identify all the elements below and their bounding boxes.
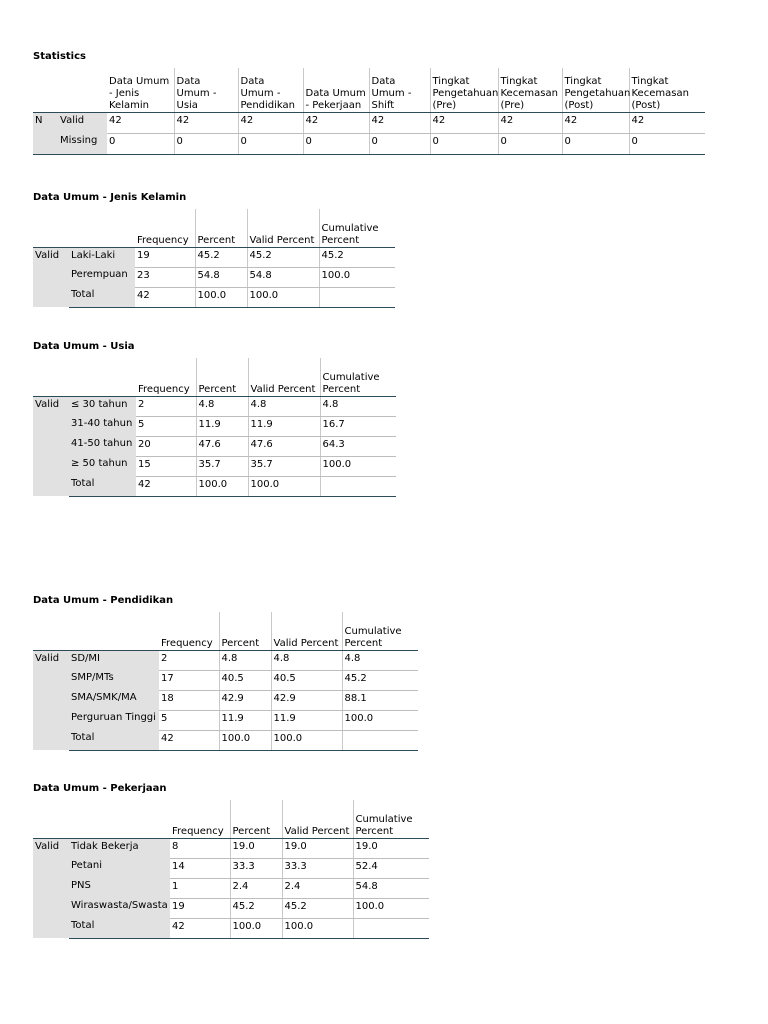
- row-label: Total: [69, 730, 159, 750]
- column-header: Data Umum - Pendidikan: [238, 68, 303, 112]
- table-cell: 4.8: [196, 396, 248, 416]
- table-cell: 100.0: [320, 456, 396, 476]
- row-label: Petani: [69, 858, 170, 878]
- row-group-label: Valid: [33, 838, 69, 938]
- table-cell: 42: [430, 112, 498, 133]
- row-group-label: Valid: [33, 396, 69, 496]
- table-cell: 8: [170, 838, 230, 858]
- table-cell: 11.9: [219, 710, 271, 730]
- table-cell: 47.6: [196, 436, 248, 456]
- frequency-section-jenis-kelamin: [33, 191, 395, 308]
- table-cell: 19.0: [230, 838, 282, 858]
- table-cell: 2.4: [282, 878, 353, 898]
- table-cell: 88.1: [342, 690, 418, 710]
- column-header: Percent: [219, 612, 271, 650]
- corner-cell: [69, 800, 170, 838]
- table-row: [33, 670, 418, 690]
- column-header: Tingkat Kecemasan (Pre): [498, 68, 562, 112]
- row-label: Missing: [58, 133, 107, 154]
- table-row: [33, 918, 429, 938]
- table-cell: 0: [562, 133, 629, 154]
- corner-cell: [33, 800, 69, 838]
- corner-cell: [33, 209, 69, 247]
- row-label: Perempuan: [69, 267, 135, 287]
- table-cell: 2.4: [230, 878, 282, 898]
- row-label: ≤ 30 tahun: [69, 396, 136, 416]
- table-cell: 45.2: [247, 247, 319, 267]
- table-cell: 42: [170, 918, 230, 938]
- table-cell: 45.2: [319, 247, 395, 267]
- corner-cell: [69, 358, 136, 396]
- corner-cell: [58, 68, 107, 112]
- table-cell: 2: [136, 396, 196, 416]
- row-group-label: N: [33, 112, 58, 154]
- table-row: [33, 898, 429, 918]
- table-cell: 42: [369, 112, 430, 133]
- table-cell: 4.8: [342, 650, 418, 670]
- table-cell: 18: [159, 690, 219, 710]
- table-cell: 33.3: [282, 858, 353, 878]
- table-cell: 47.6: [248, 436, 320, 456]
- table-row: [33, 690, 418, 710]
- table-cell: 20: [136, 436, 196, 456]
- table-cell: 42: [159, 730, 219, 750]
- row-label: SD/MI: [69, 650, 159, 670]
- table-cell: 0: [238, 133, 303, 154]
- table-row: [33, 650, 418, 670]
- table-cell: 45.2: [282, 898, 353, 918]
- row-label: Total: [69, 476, 136, 496]
- table-cell: 19.0: [353, 838, 429, 858]
- table-cell: 4.8: [248, 396, 320, 416]
- table-cell: 100.0: [248, 476, 320, 496]
- table-cell: 0: [303, 133, 369, 154]
- table-cell: 42: [107, 112, 174, 133]
- table-row: [33, 133, 705, 154]
- corner-cell: [33, 68, 58, 112]
- table-row: [33, 267, 395, 287]
- corner-cell: [69, 209, 135, 247]
- table-cell: 19: [135, 247, 195, 267]
- table-cell: 100.0: [230, 918, 282, 938]
- table-cell: 45.2: [342, 670, 418, 690]
- table-row: [33, 436, 396, 456]
- column-header: Percent: [195, 209, 247, 247]
- table-row: [33, 858, 429, 878]
- table-row: [33, 112, 705, 133]
- frequency-table-title: Data Umum - Pendidikan: [33, 595, 174, 606]
- table-cell: 4.8: [271, 650, 342, 670]
- table-cell: 42.9: [219, 690, 271, 710]
- row-label: Total: [69, 918, 170, 938]
- statistics-section: [33, 50, 705, 155]
- frequency-table: [33, 800, 429, 939]
- column-header: Cumulative Percent: [353, 800, 429, 838]
- column-header: Cumulative Percent: [320, 358, 396, 396]
- table-cell: 16.7: [320, 416, 396, 436]
- row-label: Valid: [58, 112, 107, 133]
- table-cell: 5: [136, 416, 196, 436]
- table-cell: 42: [629, 112, 705, 133]
- row-label: ≥ 50 tahun: [69, 456, 136, 476]
- column-header: Valid Percent: [282, 800, 353, 838]
- frequency-table-title: Data Umum - Usia: [33, 341, 135, 352]
- table-cell: 40.5: [219, 670, 271, 690]
- table-row: [33, 287, 395, 307]
- table-cell: 0: [369, 133, 430, 154]
- table-cell: 23: [135, 267, 195, 287]
- table-cell: 42: [136, 476, 196, 496]
- table-cell: 0: [629, 133, 705, 154]
- table-cell: 14: [170, 858, 230, 878]
- table-cell: 0: [174, 133, 238, 154]
- table-cell: 19.0: [282, 838, 353, 858]
- table-cell: 42.9: [271, 690, 342, 710]
- table-cell: 45.2: [230, 898, 282, 918]
- row-label: Tidak Bekerja: [69, 838, 170, 858]
- table-cell: 100.0: [342, 710, 418, 730]
- table-cell: 100.0: [319, 267, 395, 287]
- table-cell: 100.0: [196, 476, 248, 496]
- row-label: SMP/MTs: [69, 670, 159, 690]
- table-cell: [320, 476, 396, 496]
- corner-cell: [33, 612, 69, 650]
- table-cell: 5: [159, 710, 219, 730]
- table-row: [33, 476, 396, 496]
- table-cell: 11.9: [196, 416, 248, 436]
- table-row: [33, 396, 396, 416]
- table-cell: 0: [498, 133, 562, 154]
- column-header: Data Umum - Pekerjaan: [303, 68, 369, 112]
- row-label: Wiraswasta/Swasta: [69, 898, 170, 918]
- row-label: PNS: [69, 878, 170, 898]
- table-cell: 100.0: [353, 898, 429, 918]
- table-cell: 0: [430, 133, 498, 154]
- column-header: Cumulative Percent: [342, 612, 418, 650]
- table-cell: 11.9: [248, 416, 320, 436]
- table-cell: 64.3: [320, 436, 396, 456]
- table-row: [33, 838, 429, 858]
- frequency-section-pekerjaan: [33, 782, 429, 939]
- frequency-table: [33, 612, 418, 751]
- column-header: Tingkat Pengetahuan (Pre): [430, 68, 498, 112]
- table-cell: 40.5: [271, 670, 342, 690]
- table-cell: 4.8: [219, 650, 271, 670]
- table-cell: 52.4: [353, 858, 429, 878]
- frequency-table: [33, 358, 396, 497]
- column-header: Tingkat Kecemasan (Post): [629, 68, 705, 112]
- table-cell: 100.0: [195, 287, 247, 307]
- table-cell: 1: [170, 878, 230, 898]
- column-header: Frequency: [135, 209, 195, 247]
- table-row: [33, 878, 429, 898]
- table-cell: 42: [303, 112, 369, 133]
- column-header: Data Umum - Shift: [369, 68, 430, 112]
- row-group-label: Valid: [33, 247, 69, 307]
- row-label: Perguruan Tinggi: [69, 710, 159, 730]
- column-header: Percent: [230, 800, 282, 838]
- table-cell: 42: [498, 112, 562, 133]
- frequency-section-usia: [33, 340, 396, 497]
- table-cell: 33.3: [230, 858, 282, 878]
- table-cell: 35.7: [196, 456, 248, 476]
- table-cell: [353, 918, 429, 938]
- table-cell: 42: [135, 287, 195, 307]
- table-cell: [319, 287, 395, 307]
- table-cell: [342, 730, 418, 750]
- row-group-label: Valid: [33, 650, 69, 750]
- table-cell: 2: [159, 650, 219, 670]
- row-label: SMA/SMK/MA: [69, 690, 159, 710]
- table-cell: 19: [170, 898, 230, 918]
- column-header: Valid Percent: [247, 209, 319, 247]
- frequency-table-title: Data Umum - Pekerjaan: [33, 783, 167, 794]
- table-cell: 54.8: [353, 878, 429, 898]
- frequency-table: [33, 209, 395, 308]
- table-cell: 100.0: [271, 730, 342, 750]
- table-cell: 100.0: [282, 918, 353, 938]
- table-cell: 0: [107, 133, 174, 154]
- table-cell: 42: [562, 112, 629, 133]
- table-cell: 100.0: [247, 287, 319, 307]
- row-label: Laki-Laki: [69, 247, 135, 267]
- row-label: 41-50 tahun: [69, 436, 136, 456]
- statistics-table: [33, 68, 705, 155]
- table-row: [33, 247, 395, 267]
- table-row: [33, 710, 418, 730]
- row-label: Total: [69, 287, 135, 307]
- column-header: Percent: [196, 358, 248, 396]
- table-cell: 54.8: [247, 267, 319, 287]
- frequency-table-title: Data Umum - Jenis Kelamin: [33, 192, 187, 203]
- table-cell: 15: [136, 456, 196, 476]
- table-cell: 54.8: [195, 267, 247, 287]
- frequency-section-pendidikan: [33, 594, 418, 751]
- table-cell: 100.0: [219, 730, 271, 750]
- statistics-title: Statistics: [33, 51, 86, 62]
- column-header: Data Umum - Usia: [174, 68, 238, 112]
- table-cell: 45.2: [195, 247, 247, 267]
- column-header: Valid Percent: [271, 612, 342, 650]
- row-label: 31-40 tahun: [69, 416, 136, 436]
- table-row: [33, 456, 396, 476]
- table-row: [33, 416, 396, 436]
- column-header: Frequency: [159, 612, 219, 650]
- table-row: [33, 730, 418, 750]
- corner-cell: [69, 612, 159, 650]
- column-header: Cumulative Percent: [319, 209, 395, 247]
- column-header: Frequency: [136, 358, 196, 396]
- column-header: Tingkat Pengetahuan (Post): [562, 68, 629, 112]
- table-cell: 17: [159, 670, 219, 690]
- table-cell: 42: [238, 112, 303, 133]
- column-header: Valid Percent: [248, 358, 320, 396]
- table-cell: 42: [174, 112, 238, 133]
- table-cell: 11.9: [271, 710, 342, 730]
- column-header: Data Umum - Jenis Kelamin: [107, 68, 174, 112]
- table-cell: 35.7: [248, 456, 320, 476]
- corner-cell: [33, 358, 69, 396]
- column-header: Frequency: [170, 800, 230, 838]
- table-cell: 4.8: [320, 396, 396, 416]
